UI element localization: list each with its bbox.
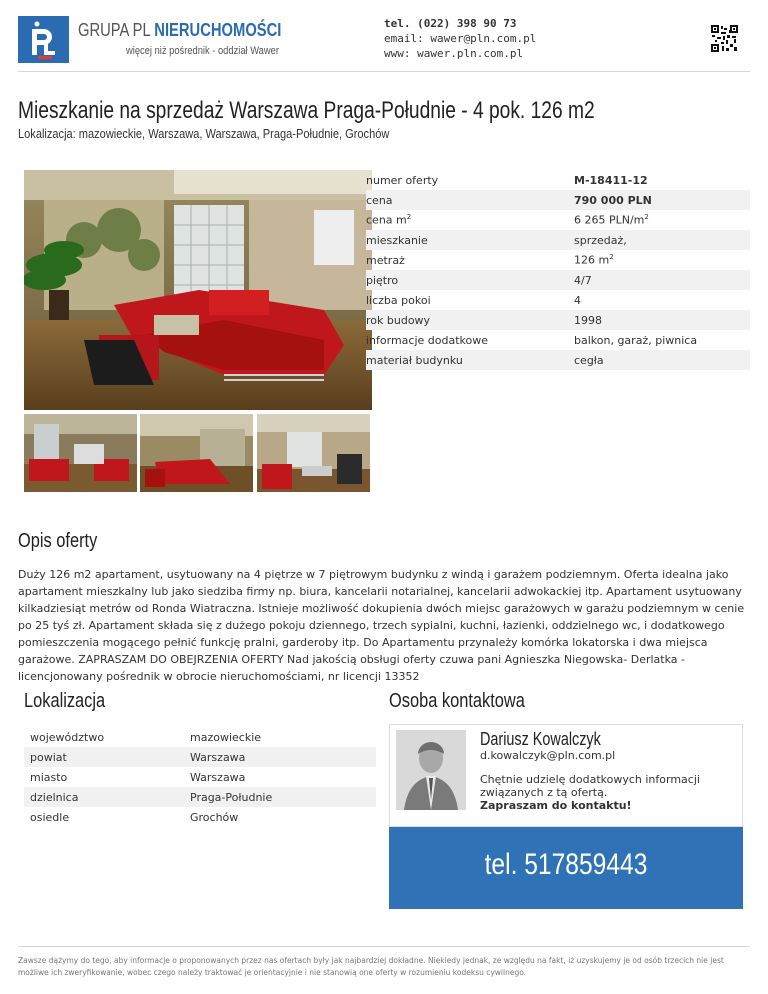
page-title: Mieszkanie na sprzedaż Warszawa Praga-Południe - 4 pok. 126 m2 (18, 97, 595, 124)
contact-card (389, 724, 743, 827)
photo-thumbnail[interactable] (140, 414, 253, 492)
offer-number: M-18411-12 (574, 173, 648, 187)
header-divider (18, 71, 750, 72)
location-row: powiat Warszawa (24, 747, 376, 767)
agent-email[interactable]: d.kowalczyk@pln.com.pl (480, 749, 616, 762)
footer-disclaimer: Zawsze dążymy do tego, aby informacje o proponowanych przez nas ofertach były jak najbardziej dokładne. Niekiedy jednak, ze względu na fakt, iż uzyskujemy je od osób trzecich nie jest możliwe ich zweryfikowanie, wobec czego należy traktować je orientacyjnie i nie stanowią one oferty w rozumieniu kodeksu cywilnego. (18, 956, 724, 977)
agent-name: Dariusz Kowalczyk (480, 729, 601, 749)
description-heading: Opis oferty (18, 530, 98, 552)
agent-phone-button[interactable] (389, 827, 743, 909)
contact-heading: Osoba kontaktowa (389, 690, 525, 712)
office-email[interactable]: email: wawer@pln.com.pl (384, 32, 537, 45)
detail-row: cena $m^2$ 6 265 PLN/$m^2$ (366, 213, 649, 227)
brand-name: GRUPA PL NIERUCHOMOŚCI (78, 20, 282, 40)
office-website[interactable]: www: wawer.pln.com.pl (384, 47, 524, 60)
avatar (396, 730, 466, 810)
location-row: osiedle Grochów (30, 810, 239, 824)
offer-price: 790 000 PLN (574, 193, 652, 207)
office-contact (384, 16, 536, 61)
location-heading: Lokalizacja (24, 690, 106, 712)
detail-row: liczba pokoi 4 (366, 293, 581, 307)
company-logo[interactable] (18, 16, 69, 63)
detail-row: piętro 4/7 (366, 270, 750, 290)
location-row: województwo mazowieckie (30, 730, 262, 744)
location-row: dzielnica Praga-Południe (24, 787, 376, 807)
footer-divider (18, 946, 750, 947)
location-table (24, 727, 376, 827)
offer-description: Duży 126 m2 apartament, usytuowany na 4 piętrze w 7 piętrowym budynku z windą i garażem podziemnym. Oferta idealna jako apartament mieszkalny lub jako siedziba firmy np. biura, kancelarii notarialnej, kancelarii adwokackiej itp. Apartament usytuowany kilkadziesiąt metrów od Ronda Wiatraczna. Istnieje możliwość dokupienia dwóch miejsc garażowych w garażu podziemnym w cenie po 25 tyś zł. Apartament składa się z dużego pokoju dziennego, trzech sypialni, kuchni, łazienki, oddzielnego wc, i dodatkowego pomieszczenia mogącego pełnić funkcję pralni, garderoby itp. Do Apartamentu przynależy komórka lokatorska i dwa miejsca garażowe. ZAPRASZAM DO OBEJRZENIA OFERTY Nad jakością obsługi oferty czuwa pani Agnieszka Niegowska- Derlatka - licencjonowany pośrednik w obrocie nieruchomościami, nr licencji 13352 (18, 568, 745, 683)
detail-row: mieszkanie sprzedaż, (366, 230, 750, 250)
detail-row: cena 790 000 PLN (366, 190, 750, 210)
detail-row: rok budowy 1998 (366, 310, 750, 330)
detail-row: numer oferty M-18411-12 (366, 173, 648, 187)
detail-row: materiał budynku cegła (366, 350, 750, 370)
detail-row: informacje dodatkowe balkon, garaż, piwnica (366, 333, 698, 347)
brand-tagline: więcej niż pośrednik - oddział Wawer (126, 45, 279, 57)
agent-phone[interactable]: tel. 517859443 (484, 848, 648, 881)
location-row: miasto Warszawa (30, 770, 246, 784)
photo-thumbnail[interactable] (257, 414, 370, 492)
location-line: Lokalizacja: mazowieckie, Warszawa, Warszawa, Praga-Południe, Grochów (18, 126, 390, 141)
main-photo[interactable] (24, 170, 372, 410)
agent-note: Chętnie udzielę dodatkowych informacji związanych z tą ofertą. Zapraszam do kontaktu! (480, 773, 700, 812)
qr-code-icon (711, 25, 738, 52)
offer-details-table (366, 170, 750, 370)
office-phone[interactable]: tel. (022) 398 90 73 (384, 17, 517, 30)
detail-row: metraż 126 $m^2$ (366, 253, 614, 267)
photo-thumbnail[interactable] (24, 414, 137, 492)
